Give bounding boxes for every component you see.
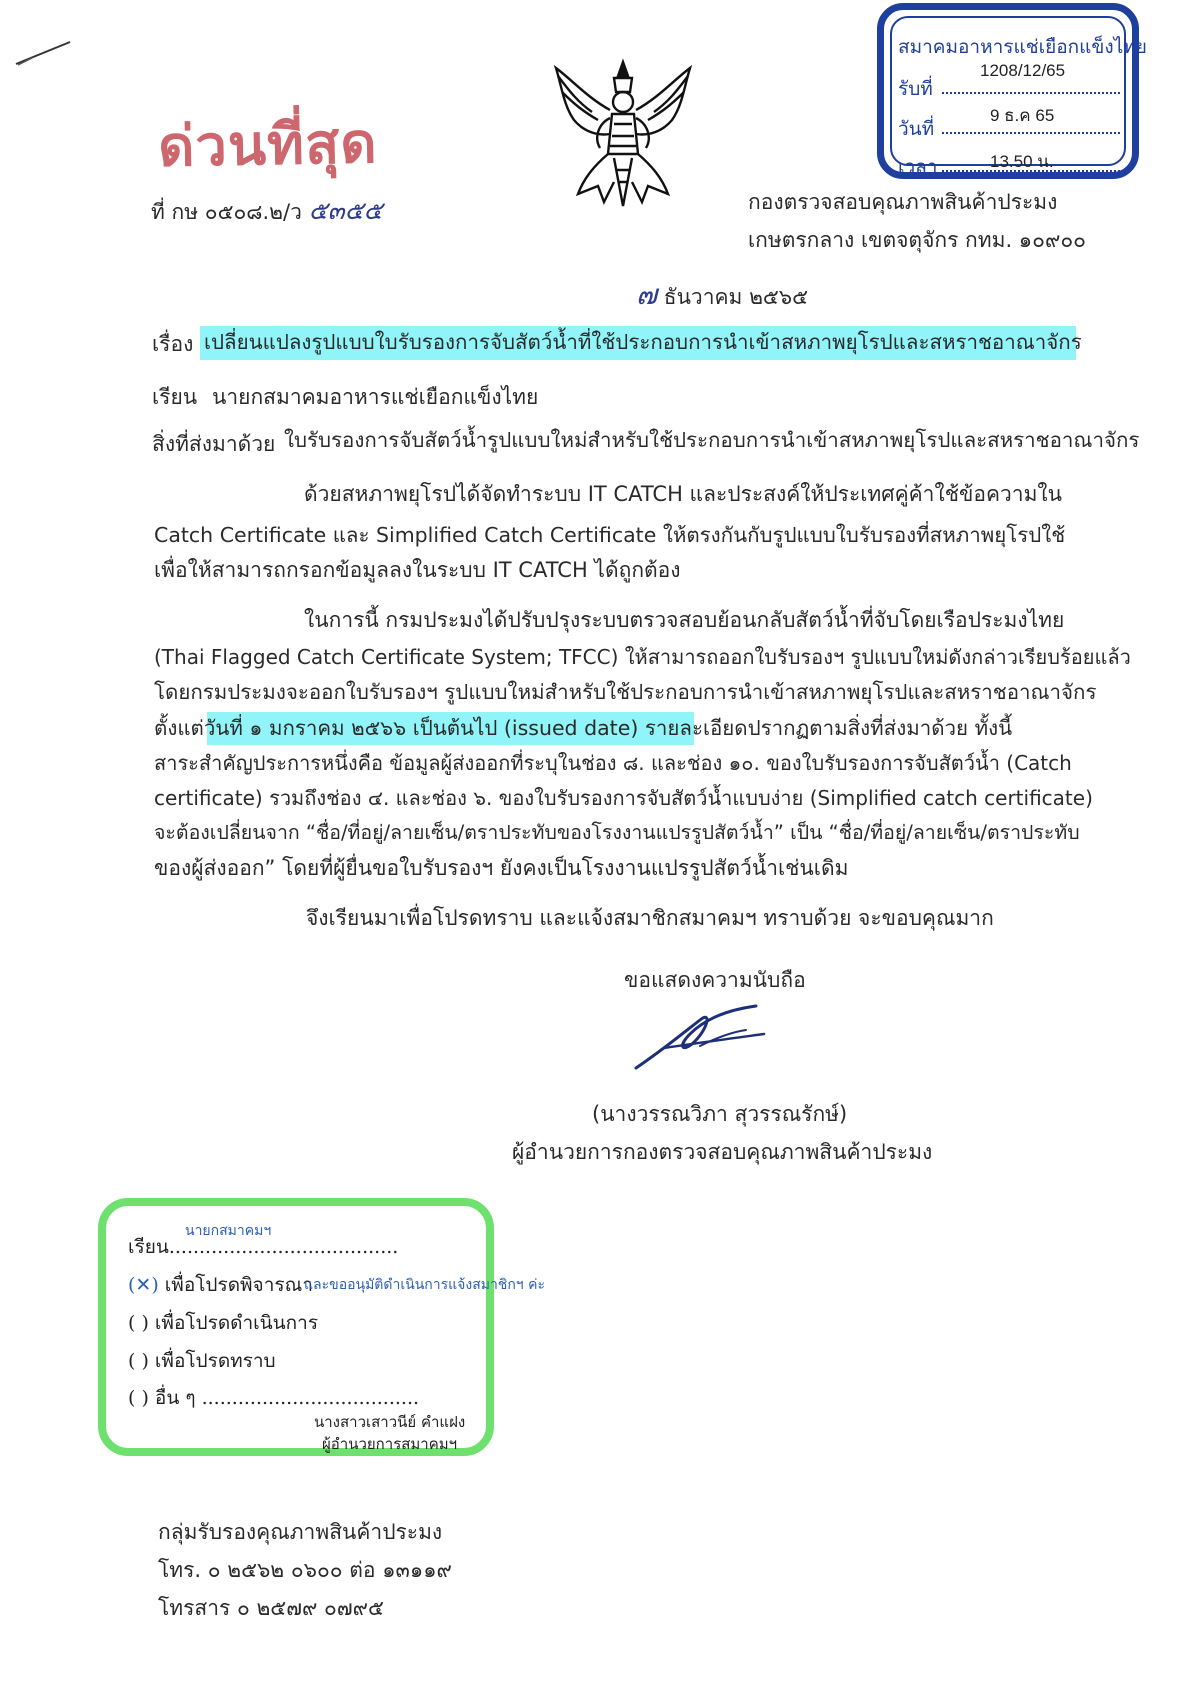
footer-tel: โทร. ๐ ๒๕๖๒ ๐๖๐๐ ต่อ ๑๓๑๑๙ bbox=[158, 1558, 452, 1582]
receipt-no-value: 1208/12/65 bbox=[980, 61, 1066, 80]
paragraph-2-line-8: ของผู้ส่งออก” โดยที่ผู้ยื่นขอใบรับรองฯ ยังคงเป็นโรงงานแปรรูปสัตว์น้ำเช่นเดิม bbox=[154, 856, 849, 880]
paragraph-1-line-3: เพื่อให้สามารถกรอกข้อมูลลงในระบบ IT CATCH ได้ถูกต้อง bbox=[154, 558, 681, 582]
paragraph-2-line-7: จะต้องเปลี่ยนจาก “ชื่อ/ที่อยู่/ลายเซ็น/ตราประทับของโรงงานแปรรูปสัตว์น้ำ” เป็น “ชื่อ/ที่อยู่/ลายเซ็น/ตราประทับ bbox=[154, 821, 1080, 844]
routing-option-acknowledge-mark: ( ) bbox=[128, 1350, 149, 1372]
routing-signer-position: ผู้อำนวยการสมาคมฯ bbox=[322, 1435, 458, 1453]
routing-option-acknowledge bbox=[128, 1346, 276, 1376]
to-label: เรียน bbox=[152, 385, 198, 409]
receipt-stamp-title: สมาคมอาหารแช่เยือกแข็งไทย bbox=[898, 36, 1147, 58]
garuda-emblem bbox=[548, 58, 698, 210]
routing-option-proceed bbox=[128, 1308, 318, 1338]
receipt-date-dotted-line bbox=[942, 132, 1120, 134]
paragraph-2-line-4-pre: ตั้งแต่ bbox=[154, 716, 204, 740]
receipt-time-value: 13.50 น. bbox=[990, 152, 1054, 171]
subject-label: เรื่อง bbox=[152, 332, 194, 356]
subject-text: เปลี่ยนแปลงรูปแบบใบรับรองการจับสัตว์น้ำที่ใช้ประกอบการนำเข้าสหภาพยุโรปและสหราชอาณาจักร bbox=[204, 330, 1082, 354]
signatory-name: (นางวรรณวิภา สุวรรณรักษ์) bbox=[592, 1102, 848, 1126]
paragraph-1-line-2: Catch Certificate และ Simplified Catch Certificate ให้ตรงกันกับรูปแบบใบรับรองที่สหภาพยุโรปใช้ bbox=[154, 523, 1066, 547]
routing-option-proceed-mark: ( ) bbox=[128, 1312, 149, 1334]
routing-option-other-mark: ( ) bbox=[128, 1387, 149, 1409]
paragraph-2-line-4-post: รายละเอียดปรากฏตามสิ่งที่ส่งมาด้วย ทั้งนี้ bbox=[638, 716, 1013, 740]
closing: ขอแสดงความนับถือ bbox=[624, 968, 806, 992]
enclosure-text: ใบรับรองการจับสัตว์น้ำรูปแบบใหม่สำหรับใช้ประกอบการนำเข้าสหภาพยุโรปและสหราชอาณาจักร bbox=[284, 428, 1140, 452]
urgent-stamp: ด่วนที่สุด bbox=[157, 110, 379, 180]
paragraph-2-line-5: สาระสำคัญประการหนึ่งคือ ข้อมูลผู้ส่งออกที่ระบุในช่อง ๘. และช่อง ๑๐. ของใบรับรองการจับสัตว์น้ำ (Catch bbox=[154, 751, 1072, 775]
routing-option-other-label: อื่น ๆ .................................... bbox=[154, 1387, 420, 1409]
enclosure-label: สิ่งที่ส่งมาด้วย bbox=[152, 432, 276, 456]
footer-unit: กลุ่มรับรองคุณภาพสินค้าประมง bbox=[158, 1520, 443, 1544]
routing-to-value: นายกสมาคมฯ bbox=[185, 1223, 272, 1239]
paragraph-3: จึงเรียนมาเพื่อโปรดทราบ และแจ้งสมาชิกสมาคมฯ ทราบด้วย จะขอบคุณมาก bbox=[306, 906, 994, 930]
receipt-date-label: วันที่ bbox=[898, 118, 935, 140]
sender-office-line1: กองตรวจสอบคุณภาพสินค้าประมง bbox=[748, 190, 1058, 214]
routing-option-consider-mark: (✕) bbox=[128, 1274, 159, 1296]
routing-signer-name: นางสาวเสาวนีย์ คำแฝง bbox=[314, 1413, 466, 1431]
routing-option-consider-label: เพื่อโปรดพิจารณา bbox=[164, 1274, 313, 1296]
reference-handwritten-number: ๕๓๕๕ bbox=[308, 196, 383, 225]
routing-option-acknowledge-label: เพื่อโปรดทราบ bbox=[154, 1350, 276, 1372]
paragraph-1-line-1: ด้วยสหภาพยุโรปได้จัดทำระบบ IT CATCH และประสงค์ให้ประเทศคู่ค้าใช้ข้อความใน bbox=[304, 482, 1063, 506]
paragraph-2-line-2: (Thai Flagged Catch Certificate System; TFCC) ให้สามารถออกใบรับรองฯ รูปแบบใหม่ดังกล่าวเรียบร้อยแล้ว bbox=[154, 645, 1131, 669]
routing-option-other bbox=[128, 1383, 419, 1413]
receipt-stamp bbox=[877, 3, 1147, 179]
routing-note: และขออนุมัติดำเนินการแจ้งสมาชิกฯ ค่ะ bbox=[304, 1277, 546, 1293]
date-handwritten-day: ๗ bbox=[636, 278, 658, 311]
to-text: นายกสมาคมอาหารแช่เยือกแข็งไทย bbox=[212, 385, 539, 409]
reference-prefix: ที่ กษ ๐๕๐๘.๒/ว bbox=[151, 200, 302, 224]
paragraph-2-line-4-highlighted: วันที่ ๑ มกราคม ๒๕๖๖ เป็นต้นไป (issued date) bbox=[203, 716, 639, 740]
date-month-year: ธันวาคม ๒๕๖๕ bbox=[663, 285, 809, 309]
paragraph-2-line-3: โดยกรมประมงจะออกใบรับรองฯ รูปแบบใหม่สำหรับใช้ประกอบการนำเข้าสหภาพยุโรปและสหราชอาณาจักร bbox=[154, 680, 1097, 704]
footer-fax: โทรสาร ๐ ๒๕๗๙ ๐๗๙๕ bbox=[158, 1596, 384, 1620]
reference-number bbox=[151, 196, 382, 226]
paragraph-2-line-1: ในการนี้ กรมประมงได้ปรับปรุงระบบตรวจสอบย้อนกลับสัตว์น้ำที่จับโดยเรือประมงไทย bbox=[304, 608, 1065, 632]
paragraph-2-line-4 bbox=[154, 716, 1012, 741]
receipt-date-value: 9 ธ.ค 65 bbox=[990, 106, 1055, 125]
sender-office-line2: เกษตรกลาง เขตจตุจักร กทม. ๑๐๙๐๐ bbox=[748, 228, 1086, 252]
document-date bbox=[636, 278, 808, 312]
pen-mark bbox=[12, 38, 74, 68]
routing-to-label: เรียน...................................... bbox=[128, 1236, 399, 1258]
receipt-no-dotted-line bbox=[942, 92, 1120, 94]
routing-option-consider bbox=[128, 1270, 313, 1300]
receipt-time-label: เวลา bbox=[898, 156, 938, 178]
receipt-no-label: รับที่ bbox=[898, 78, 933, 100]
signature bbox=[630, 990, 770, 1075]
paragraph-2-line-6: certificate) รวมถึงช่อง ๔. และช่อง ๖. ของใบรับรองการจับสัตว์น้ำแบบง่าย (Simplified catch certificate) bbox=[154, 786, 1093, 810]
signatory-position: ผู้อำนวยการกองตรวจสอบคุณภาพสินค้าประมง bbox=[512, 1140, 933, 1164]
routing-option-proceed-label: เพื่อโปรดดำเนินการ bbox=[154, 1312, 319, 1334]
